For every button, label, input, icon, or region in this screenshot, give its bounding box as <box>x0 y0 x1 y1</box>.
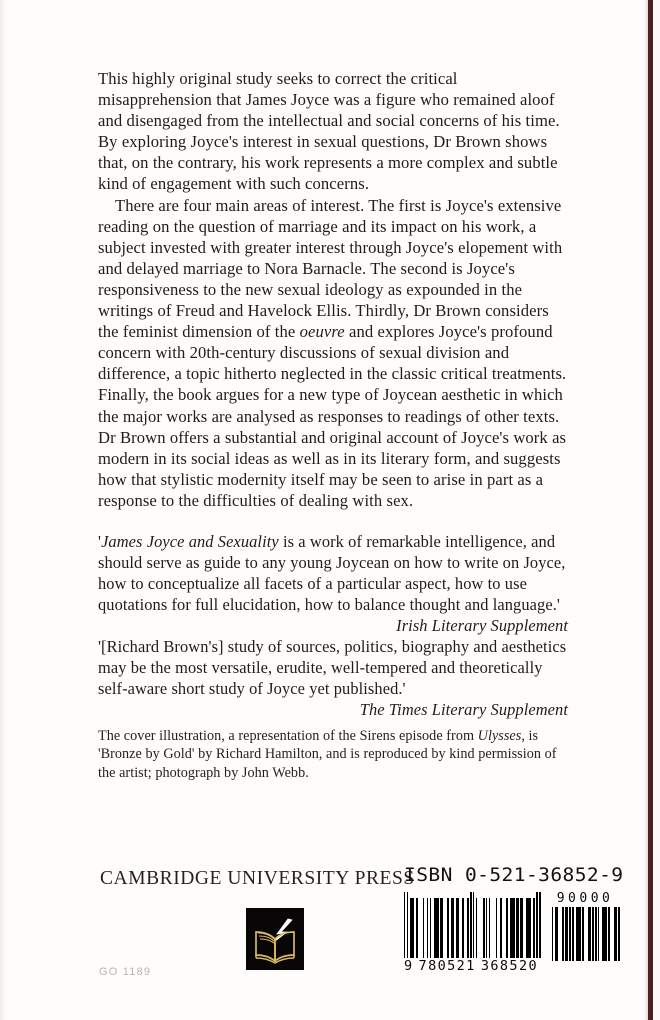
credit-part-1: The cover illustration, a representation of the Sirens episode from <box>98 727 478 744</box>
ean13-lead-digit: 9 <box>404 958 413 974</box>
ean13-barcode <box>404 892 541 973</box>
blurb-paragraph-1-text: This highly original study seeks to correct the critical misapprehension that James Joyce was a figure who remained aloof and disengaged from the intellectual and social concerns of his time. By exploring Joyce's interest in sexual questions, Dr Brown shows that, on the contrary, his work represents a more complex and subtle kind of engagement with such concerns. <box>98 69 560 194</box>
review-1-body: is a work of remarkable intelligence, and should serve as guide to any young Joycean on how to write on Joyce, how to conceptualize all facets of a particular aspect, how to use quotations for full elucidation, how to balance thought and language.' <box>98 531 566 614</box>
review-1-source: Irish Literary Supplement <box>396 615 568 635</box>
left-paper-edge-shading <box>0 0 6 1020</box>
internal-code: GO 1189 <box>99 966 152 978</box>
back-cover-text-block <box>98 68 568 782</box>
isbn-text: ISBN 0-521-36852-9 <box>404 864 624 886</box>
ean5-addon-barcode <box>551 892 620 961</box>
blurb-paragraph-2-part-1: There are four main areas of interest. The first is Joyce's extensive reading on the question of marriage and its impact on his work, a subject invested with greater interest through Joyce's elopement with and delayed marriage to Nora Barnacle. The second is Joyce's responsiveness to the new sexual ideology as expounded in the writings of Freud and Havelock Ellis. Thirdly, Dr Brown considers the feminist dimension of the <box>98 195 563 342</box>
cover-illustration-credit <box>98 727 568 782</box>
credit-ulysses-italic: Ulysses <box>477 727 522 744</box>
ean5-addon-bars <box>551 907 620 961</box>
review-2-source: The Times Literary Supplement <box>359 699 568 719</box>
review-1-quote <box>98 531 568 635</box>
review-2-quote <box>98 636 568 719</box>
blurb-paragraph-1 <box>98 68 568 195</box>
barcode-group <box>404 892 654 973</box>
blurb-paragraph-2 <box>98 195 568 511</box>
ean5-addon-digits: 90000 <box>556 891 614 906</box>
review-1-book-title: James Joyce and Sexuality <box>101 531 279 551</box>
cambridge-colophon-icon <box>246 908 304 970</box>
review-2 <box>98 636 568 719</box>
ean13-bars <box>404 892 541 958</box>
isbn-and-barcode-block <box>404 864 654 973</box>
review-1-open-quote: ' <box>98 531 102 551</box>
ean13-right-group: 368520 <box>480 958 538 974</box>
ean13-digits <box>404 959 541 973</box>
blurb-oeuvre-italic: oeuvre <box>299 322 345 342</box>
publisher-name: CAMBRIDGE UNIVERSITY PRESS <box>100 868 415 889</box>
review-1 <box>98 531 568 635</box>
blurb-paragraph-2-part-2: and explores Joyce's profound concern with 20th-century discussions of sexual division and difference, a topic hitherto neglected in the classic critical treatments. Finally, the book argues for a new type of Joycean aesthetic in which the major works are analysed as responses to readings of other texts. Dr Brown offers a substantial and original account of Joyce's work as modern in its social ideas as well as in its literary form, and suggests how that stylistic modernity itself may be seen to arise in part as a response to the difficulties of dealing with sex. <box>98 322 567 510</box>
ean13-left-group: 780521 <box>418 958 476 974</box>
credit-part-2: , is 'Bronze by Gold' by Richard Hamilton, and is reproduced by kind permission of the artist; photograph by John Webb. <box>98 727 557 781</box>
review-2-body: '[Richard Brown's] study of sources, politics, biography and aesthetics may be the most versatile, erudite, well-tempered and theoretically self-aware short study of Joyce yet published.' <box>98 636 567 698</box>
